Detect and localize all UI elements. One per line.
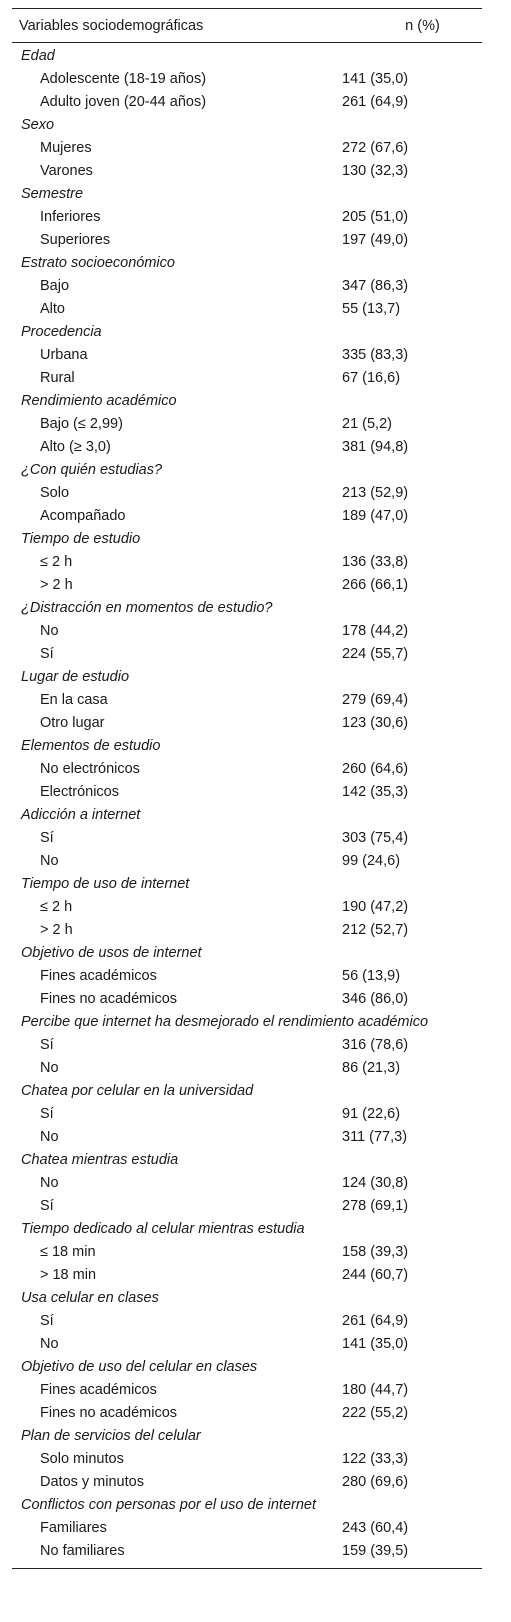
row-label: Solo minutos <box>40 1451 124 1467</box>
table-row <box>12 160 482 183</box>
row-label: No <box>40 1175 59 1191</box>
row-value: 278 (69,1) <box>342 1198 409 1214</box>
row-value: 224 (55,7) <box>342 646 409 662</box>
table-row <box>12 505 482 528</box>
row-value: 130 (32,3) <box>342 163 409 179</box>
header-variables: Variables sociodemográficas <box>19 17 204 34</box>
row-label: Adolescente (18-19 años) <box>40 71 207 87</box>
row-value: 86 (21,3) <box>342 1060 401 1076</box>
row-label: Varones <box>40 163 93 179</box>
group-title: ¿Con quién estudias? <box>21 462 163 478</box>
table-row <box>12 482 482 505</box>
table-header-row <box>12 9 482 42</box>
row-label: Familiares <box>40 1520 107 1536</box>
row-value: 335 (83,3) <box>342 347 409 363</box>
row-label: No <box>40 1336 59 1352</box>
row-value: 189 (47,0) <box>342 508 409 524</box>
table-row <box>12 758 482 781</box>
row-label: Adulto joven (20-44 años) <box>40 94 207 110</box>
row-label: > 2 h <box>40 922 73 938</box>
row-value: 91 (22,6) <box>342 1106 401 1122</box>
row-value: 244 (60,7) <box>342 1267 409 1283</box>
group-title: Lugar de estudio <box>21 669 130 685</box>
table-row <box>12 1034 482 1057</box>
table-row <box>12 1103 482 1126</box>
row-label: Sí <box>40 646 54 662</box>
row-label: Rural <box>40 370 75 386</box>
row-value: 123 (30,6) <box>342 715 409 731</box>
row-label: No <box>40 623 59 639</box>
row-value: 159 (39,5) <box>342 1543 409 1559</box>
group-title: Objetivo de uso del celular en clases <box>21 1359 258 1375</box>
row-label: Bajo (≤ 2,99) <box>40 416 123 432</box>
row-label: ≤ 2 h <box>40 899 73 915</box>
row-value: 197 (49,0) <box>342 232 409 248</box>
row-label: Electrónicos <box>40 784 119 800</box>
row-label: Urbana <box>40 347 88 363</box>
row-label: Superiores <box>40 232 111 248</box>
table-row <box>12 689 482 712</box>
row-label: Inferiores <box>40 209 101 225</box>
row-label: Fines no académicos <box>40 1405 178 1421</box>
table-row <box>12 1517 482 1540</box>
table-row <box>12 206 482 229</box>
group-title: Rendimiento académico <box>21 393 177 409</box>
table-row <box>12 436 482 459</box>
row-value: 136 (33,8) <box>342 554 409 570</box>
row-label: Sí <box>40 1313 54 1329</box>
table-row <box>12 91 482 114</box>
group-title: Chatea por celular en la universidad <box>21 1083 254 1099</box>
table-body <box>12 43 482 1568</box>
table-row <box>12 344 482 367</box>
group-title: Elementos de estudio <box>21 738 161 754</box>
row-label: No familiares <box>40 1543 125 1559</box>
group-title: Adicción a internet <box>21 807 141 823</box>
row-value: 279 (69,4) <box>342 692 409 708</box>
bottom-rule <box>12 1568 482 1569</box>
row-value: 381 (94,8) <box>342 439 409 455</box>
row-label: ≤ 18 min <box>40 1244 96 1260</box>
table-row <box>12 620 482 643</box>
row-label: Sí <box>40 1106 54 1122</box>
group-title: Semestre <box>21 186 84 202</box>
group-title: Tiempo de estudio <box>21 531 141 547</box>
group-title: Usa celular en clases <box>21 1290 159 1306</box>
row-label: > 2 h <box>40 577 73 593</box>
row-label: En la casa <box>40 692 108 708</box>
table-row <box>12 275 482 298</box>
table-row <box>12 574 482 597</box>
row-value: 261 (64,9) <box>342 94 409 110</box>
table-row <box>12 850 482 873</box>
table-row <box>12 551 482 574</box>
row-label: No <box>40 853 59 869</box>
row-value: 122 (33,3) <box>342 1451 409 1467</box>
table-row <box>12 1310 482 1333</box>
row-value: 205 (51,0) <box>342 209 409 225</box>
row-label: ≤ 2 h <box>40 554 73 570</box>
row-value: 67 (16,6) <box>342 370 401 386</box>
group-title: Tiempo dedicado al celular mientras estudia <box>21 1221 305 1237</box>
table-row <box>12 1448 482 1471</box>
row-value: 178 (44,2) <box>342 623 409 639</box>
row-label: Sí <box>40 830 54 846</box>
row-value: 141 (35,0) <box>342 71 409 87</box>
row-value: 213 (52,9) <box>342 485 409 501</box>
row-value: 99 (24,6) <box>342 853 401 869</box>
group-title: ¿Distracción en momentos de estudio? <box>21 600 273 616</box>
group-title: Procedencia <box>21 324 102 340</box>
sociodemographic-table <box>12 8 482 1569</box>
group-title: Estrato socioeconómico <box>21 255 175 271</box>
row-value: 303 (75,4) <box>342 830 409 846</box>
row-value: 56 (13,9) <box>342 968 401 984</box>
row-label: Sí <box>40 1198 54 1214</box>
table-row <box>12 137 482 160</box>
table-row <box>12 367 482 390</box>
row-label: Otro lugar <box>40 715 105 731</box>
row-label: Fines no académicos <box>40 991 178 1007</box>
row-label: Alto <box>40 301 65 317</box>
group-title: Objetivo de usos de internet <box>21 945 202 961</box>
table-row <box>12 1471 482 1494</box>
row-value: 346 (86,0) <box>342 991 409 1007</box>
row-label: > 18 min <box>40 1267 97 1283</box>
row-value: 212 (52,7) <box>342 922 409 938</box>
row-value: 142 (35,3) <box>342 784 409 800</box>
table-row <box>12 827 482 850</box>
row-label: Mujeres <box>40 140 92 156</box>
table-row <box>12 712 482 735</box>
row-value: 158 (39,3) <box>342 1244 409 1260</box>
table-row <box>12 1195 482 1218</box>
table-row <box>12 643 482 666</box>
table-row <box>12 988 482 1011</box>
group-title: Percibe que internet ha desmejorado el rendimiento académico <box>21 1014 429 1030</box>
row-value: 243 (60,4) <box>342 1520 409 1536</box>
row-value: 311 (77,3) <box>342 1129 408 1145</box>
group-title: Conflictos con personas por el uso de internet <box>21 1497 317 1513</box>
table-row <box>12 1264 482 1287</box>
table-row <box>12 919 482 942</box>
table-row <box>12 229 482 252</box>
row-value: 190 (47,2) <box>342 899 409 915</box>
row-label: Fines académicos <box>40 1382 157 1398</box>
row-label: Fines académicos <box>40 968 157 984</box>
table-row <box>12 1540 482 1563</box>
table-row <box>12 781 482 804</box>
group-title: Chatea mientras estudia <box>21 1152 179 1168</box>
table-row <box>12 896 482 919</box>
row-label: No electrónicos <box>40 761 140 777</box>
table-row <box>12 1333 482 1356</box>
row-label: Sí <box>40 1037 54 1053</box>
row-value: 124 (30,8) <box>342 1175 409 1191</box>
table-row <box>12 413 482 436</box>
row-label: Bajo <box>40 278 70 294</box>
row-value: 180 (44,7) <box>342 1382 409 1398</box>
group-title: Plan de servicios del celular <box>21 1428 201 1444</box>
row-value: 280 (69,6) <box>342 1474 409 1490</box>
row-label: Solo <box>40 485 70 501</box>
table-row <box>12 1126 482 1149</box>
row-label: No <box>40 1129 59 1145</box>
row-value: 316 (78,6) <box>342 1037 409 1053</box>
table-row <box>12 1057 482 1080</box>
table-row <box>12 1379 482 1402</box>
table-row <box>12 1241 482 1264</box>
row-value: 272 (67,6) <box>342 140 409 156</box>
row-label: Acompañado <box>40 508 126 524</box>
row-label: Datos y minutos <box>40 1474 144 1490</box>
row-value: 266 (66,1) <box>342 577 409 593</box>
group-title: Edad <box>21 48 55 64</box>
header-n-percent: n (%) <box>405 17 440 34</box>
row-value: 21 (5,2) <box>342 416 392 432</box>
row-value: 261 (64,9) <box>342 1313 409 1329</box>
row-value: 260 (64,6) <box>342 761 409 777</box>
row-value: 141 (35,0) <box>342 1336 409 1352</box>
row-label: No <box>40 1060 59 1076</box>
row-value: 347 (86,3) <box>342 278 409 294</box>
table-row <box>12 965 482 988</box>
table-row <box>12 68 482 91</box>
group-title: Tiempo de uso de internet <box>21 876 190 892</box>
row-label: Alto (≥ 3,0) <box>40 439 111 455</box>
table-row <box>12 298 482 321</box>
row-value: 55 (13,7) <box>342 301 401 317</box>
group-title: Sexo <box>21 117 55 133</box>
table-row <box>12 1172 482 1195</box>
row-value: 222 (55,2) <box>342 1405 409 1421</box>
table-row <box>12 1402 482 1425</box>
